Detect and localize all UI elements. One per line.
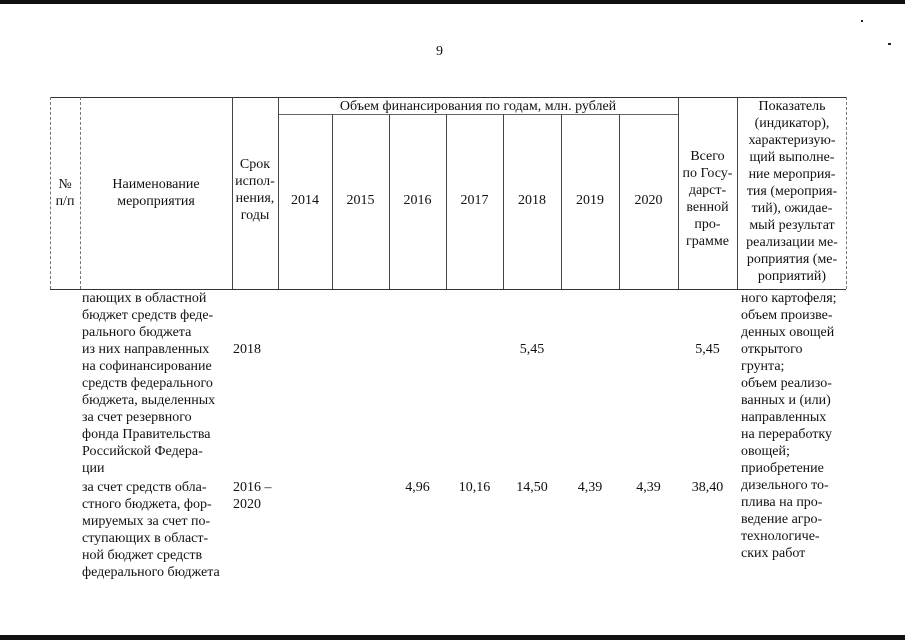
header-year-2020: 2020 bbox=[634, 193, 663, 208]
row-value-2018: 5,45 bbox=[519, 342, 545, 357]
header-name: Наименование мероприятия bbox=[112, 177, 200, 209]
indicator-text: ного картофеля; объем произве- денных овощей открытого грунта; объем реализо- ванных и (или) направленных на переработку овощей; приобретение дизельного то- плива на про- ведение агро- технологиче- ских работ bbox=[741, 291, 837, 561]
page-number: 9 bbox=[436, 44, 443, 59]
header-year-2015: 2015 bbox=[346, 193, 375, 208]
header-indicator: Показатель (индикатор), характеризую- щий выполне- ние мероприя- тия (мероприя- тий), ожидае- мый результат реализации ме- роприятия (ме- роприятий) bbox=[746, 99, 838, 284]
header-num: № п/п bbox=[55, 177, 75, 209]
col-divider bbox=[80, 97, 81, 289]
row-value-2017: 10,16 bbox=[458, 480, 491, 495]
header-total: Всего по Госу- дарст- венной про- грамме bbox=[682, 149, 733, 249]
row-value-total: 5,45 bbox=[695, 342, 720, 357]
scan-speck bbox=[888, 43, 891, 45]
header-term: Срок испол- нения, годы bbox=[235, 157, 275, 223]
bottom-scan-edge bbox=[0, 635, 905, 640]
header-year-2019: 2019 bbox=[576, 193, 604, 208]
row-value-2019: 4,39 bbox=[577, 480, 603, 495]
row-value-2016: 4,96 bbox=[405, 480, 430, 495]
scan-speck bbox=[861, 20, 863, 22]
row-name-reserve-fund: из них направленных на софинансирование средств федерального бюджета, выделенных за счет резервного фонда Правительства Российской Федера- ции bbox=[82, 342, 216, 476]
row-term-range: 2016 – 2020 bbox=[233, 480, 272, 512]
row-value-total: 38,40 bbox=[691, 480, 724, 495]
top-scan-edge bbox=[0, 0, 905, 4]
row-name-regional-budget: за счет средств обла- стного бюджета, фор- мируемых за счет по- ступающих в област- ной бюджет средств федерального бюджета bbox=[82, 480, 220, 580]
header-year-2017: 2017 bbox=[460, 193, 489, 208]
row-term-2018: 2018 bbox=[233, 342, 261, 357]
header-year-2018: 2018 bbox=[518, 193, 546, 208]
col-divider bbox=[846, 97, 847, 289]
row-value-2018: 14,50 bbox=[516, 480, 548, 495]
row-name-continued: пающих в областной бюджет средств феде- рального бюджета bbox=[82, 291, 214, 340]
header-year-2014: 2014 bbox=[291, 193, 319, 208]
row-value-2020: 4,39 bbox=[636, 480, 661, 495]
header-year-2016: 2016 bbox=[403, 193, 432, 208]
header-funding-group: Объем финансирования по годам, млн. рублей bbox=[339, 99, 617, 114]
